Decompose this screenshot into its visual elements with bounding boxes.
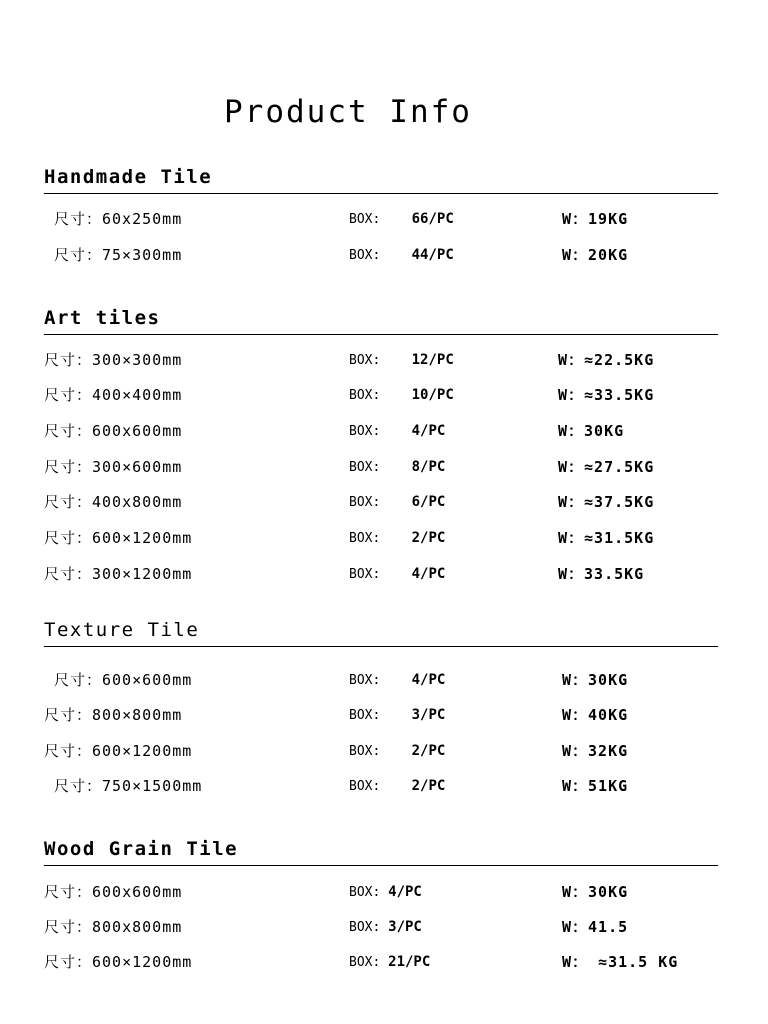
section-handmade-tile — [44, 165, 718, 264]
weight-cell: W：≈37.5KG — [558, 493, 655, 511]
box-cell — [349, 349, 454, 372]
box-qty: 66/PC — [411, 211, 454, 227]
weight-cell: W：≈33.5KG — [558, 386, 655, 404]
box-qty: 2/PC — [411, 530, 446, 546]
box-qty: 3/PC — [411, 707, 446, 723]
size-cell: 尺寸：600x600mm — [44, 422, 183, 440]
spec-row — [44, 775, 718, 797]
weight-cell: W：≈27.5KG — [558, 458, 655, 476]
section-heading: Handmade Tile — [44, 166, 213, 188]
box-label: BOX: — [349, 708, 381, 723]
weight-cell: W：32KG — [562, 742, 629, 760]
box-label: BOX: — [349, 779, 381, 794]
spec-row — [44, 704, 718, 726]
box-cell — [349, 527, 445, 550]
spec-row — [44, 527, 718, 549]
weight-cell: W：40KG — [562, 706, 629, 724]
box-qty: 44/PC — [411, 247, 454, 263]
box-cell — [349, 916, 422, 939]
box-qty: 6/PC — [411, 494, 446, 510]
box-label: BOX: — [349, 212, 381, 227]
spec-row — [44, 563, 718, 585]
spec-row — [44, 420, 718, 442]
box-cell — [349, 208, 454, 231]
box-qty: 8/PC — [411, 459, 446, 475]
box-cell — [349, 491, 445, 514]
box-cell — [349, 669, 445, 692]
spec-row — [44, 951, 718, 973]
weight-cell: W：30KG — [562, 883, 629, 901]
weight-cell: W：51KG — [562, 777, 629, 795]
size-cell: 尺寸：400x800mm — [44, 493, 183, 511]
box-cell — [349, 951, 430, 974]
size-cell: 尺寸：60x250mm — [54, 210, 183, 228]
spec-row — [44, 740, 718, 762]
size-cell: 尺寸：600×1200mm — [44, 953, 193, 971]
size-cell: 尺寸：300×600mm — [44, 458, 183, 476]
weight-cell: W： ≈31.5 KG — [562, 953, 679, 971]
page-title: Product Info — [224, 94, 472, 130]
spec-row — [44, 491, 718, 513]
box-label: BOX: — [349, 673, 381, 688]
weight-cell: W：30KG — [558, 422, 625, 440]
spec-row — [44, 208, 718, 230]
section-wood-grain-tile — [44, 837, 718, 971]
size-cell: 尺寸：400×400mm — [44, 386, 183, 404]
spec-row — [44, 881, 718, 903]
box-label: BOX: — [349, 567, 381, 582]
size-cell: 尺寸：750×1500mm — [54, 777, 203, 795]
section-art-tiles — [44, 306, 718, 583]
spec-row — [44, 916, 718, 938]
section-divider — [44, 334, 718, 335]
size-cell: 尺寸：600×1200mm — [44, 742, 193, 760]
section-divider — [44, 193, 718, 194]
box-qty: 3/PC — [388, 919, 422, 935]
box-label: BOX: — [349, 531, 381, 546]
box-qty: 10/PC — [411, 387, 454, 403]
spec-row — [44, 456, 718, 478]
box-label: BOX: — [349, 424, 381, 439]
box-cell — [349, 384, 454, 407]
box-label: BOX: — [349, 248, 381, 263]
section-texture-tile — [44, 618, 718, 795]
box-qty: 4/PC — [388, 884, 422, 900]
box-label: BOX: — [349, 885, 381, 900]
box-label: BOX: — [349, 920, 381, 935]
box-label: BOX: — [349, 353, 381, 368]
box-cell — [349, 244, 454, 267]
box-label: BOX: — [349, 460, 381, 475]
box-cell — [349, 563, 445, 586]
box-qty: 4/PC — [411, 423, 446, 439]
size-cell: 尺寸：300×300mm — [44, 351, 183, 369]
weight-cell: W：20KG — [562, 246, 629, 264]
size-cell: 尺寸：600x600mm — [44, 883, 183, 901]
spec-row — [44, 349, 718, 371]
box-qty: 2/PC — [411, 743, 446, 759]
size-cell: 尺寸：300×1200mm — [44, 565, 193, 583]
box-cell — [349, 881, 422, 904]
box-cell — [349, 456, 445, 479]
section-heading: Wood Grain Tile — [44, 838, 239, 860]
spec-row — [44, 384, 718, 406]
box-qty: 2/PC — [411, 778, 446, 794]
size-cell: 尺寸：75×300mm — [54, 246, 183, 264]
box-cell — [349, 775, 445, 798]
box-cell — [349, 740, 445, 763]
size-cell: 尺寸：800x800mm — [44, 918, 183, 936]
size-cell: 尺寸：800×800mm — [44, 706, 183, 724]
weight-cell: W：30KG — [562, 671, 629, 689]
section-divider — [44, 865, 718, 866]
spec-row — [44, 669, 718, 691]
box-label: BOX: — [349, 388, 381, 403]
section-divider — [44, 646, 718, 647]
box-cell — [349, 704, 445, 727]
box-qty: 4/PC — [411, 672, 446, 688]
weight-cell: W：19KG — [562, 210, 629, 228]
box-qty: 4/PC — [411, 566, 446, 582]
box-qty: 21/PC — [388, 954, 431, 970]
box-label: BOX: — [349, 955, 381, 970]
weight-cell: W：≈22.5KG — [558, 351, 655, 369]
weight-cell: W：41.5 — [562, 918, 629, 936]
section-heading: Art tiles — [44, 307, 161, 329]
box-qty: 12/PC — [411, 352, 454, 368]
spec-row — [44, 244, 718, 266]
section-heading: Texture Tile — [44, 619, 200, 641]
box-label: BOX: — [349, 495, 381, 510]
size-cell: 尺寸：600×600mm — [54, 671, 193, 689]
box-label: BOX: — [349, 744, 381, 759]
box-cell — [349, 420, 445, 443]
weight-cell: W：33.5KG — [558, 565, 645, 583]
weight-cell: W：≈31.5KG — [558, 529, 655, 547]
size-cell: 尺寸：600×1200mm — [44, 529, 193, 547]
